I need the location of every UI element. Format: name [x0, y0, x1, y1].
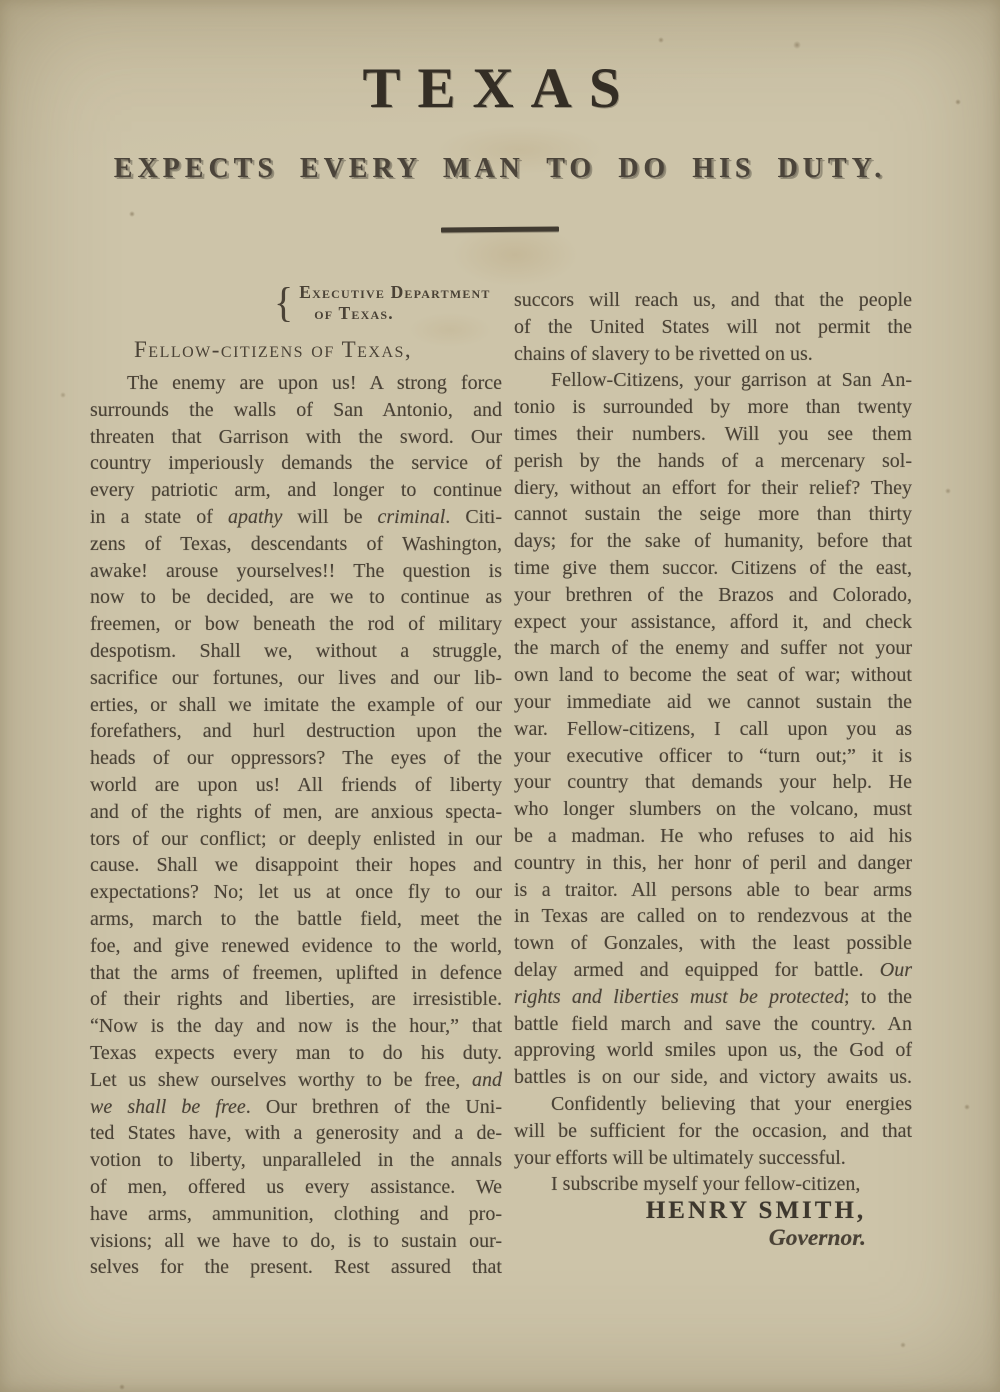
text-line: surrounds the walls of San Antonio, and: [90, 398, 502, 421]
text-line: heads of our oppressors? The eyes of the: [90, 747, 502, 770]
salutation: Fellow-citizens of Texas,: [134, 337, 413, 362]
text-line: in Texas are called on to rendezvous at the: [514, 905, 912, 928]
text-line: rights and liberties must be protected; to the: [514, 985, 913, 1008]
text-line: world are upon us! All friends of liberty: [90, 773, 502, 796]
text-line: foe, and give renewed evidence to the world,: [90, 934, 502, 957]
right-column: [514, 282, 912, 1281]
text-line: have arms, ammunition, clothing and pro-: [90, 1202, 502, 1225]
text-line: Confidently believing that your energies: [551, 1092, 912, 1115]
text-line: that the arms of freemen, uplifted in defence: [90, 961, 502, 984]
text-line: approving world smiles upon us, the God of: [514, 1039, 912, 1062]
text-line: Texas expects every man to do his duty.: [90, 1041, 502, 1064]
text-line: of men, offered us every assistance. We: [90, 1175, 502, 1198]
text-line: now to be decided, are we to continue as: [90, 586, 502, 609]
text-line: erties, or shall we imitate the example of our: [90, 693, 502, 716]
brace-glyph: {: [274, 278, 294, 327]
text-line: I subscribe myself your fellow-citizen,: [551, 1173, 861, 1196]
text-line: we shall be free. Our brethren of the Uni-: [90, 1095, 502, 1118]
text-line: of their rights and liberties, are irresistible.: [90, 988, 502, 1011]
text-line: Fellow-Citizens, your garrison at San An-: [551, 369, 912, 392]
text-line: your immediate aid we cannot sustain the: [514, 690, 912, 713]
text-line: arms, march to the battle field, meet the: [90, 907, 502, 930]
divider-rule: [441, 226, 559, 232]
text-line: country in this, her honr of peril and danger: [514, 851, 912, 874]
text-line: The enemy are upon us! A strong force: [127, 372, 502, 394]
text-line: cannot sustain the seige more than thirty: [514, 503, 912, 526]
text-line: your brethren of the Brazos and Colorado,: [514, 583, 912, 606]
text-line: town of Gonzales, with the least possible: [514, 932, 912, 955]
dateline-line2: of Texas.: [314, 303, 394, 323]
text-line: war. Fellow-citizens, I call upon you as: [514, 717, 912, 740]
left-column: [90, 278, 502, 1281]
text-line: your executive officer to “turn out;” it is: [514, 744, 912, 767]
text-line: cause. Shall we disappoint their hopes and: [90, 854, 502, 877]
text-line: visions; all we have to do, is to sustain our-: [90, 1229, 502, 1252]
text-line: times their numbers. Will you see them: [514, 422, 912, 445]
text-line: Governor.: [768, 1224, 866, 1251]
text-line: votion to liberty, unparalleled in the annals: [90, 1149, 502, 1172]
text-line: be a madman. He who refuses to aid his: [514, 824, 912, 847]
text-line: expect your assistance, afford it, and check: [514, 610, 912, 633]
page-subtitle: EXPECTS EVERY MAN TO DO HIS DUTY.: [113, 153, 887, 184]
text-line: chains of slavery to be rivetted on us.: [514, 342, 813, 365]
text-line: time give them succor. Citizens of the east,: [514, 556, 912, 579]
text-line: battle field march and save the country. An: [514, 1012, 912, 1035]
text-line: and of the rights of men, are anxious specta-: [90, 800, 502, 823]
text-line: country imperiously demands the service of: [90, 452, 502, 475]
dateline-line1: Executive Department: [299, 282, 491, 302]
text-line: tors of our conflict; or deeply enlisted in our: [90, 827, 502, 850]
text-line: diery, without an effort for their relief? They: [514, 476, 912, 499]
dateline: [274, 278, 502, 327]
text-line: days; for the sake of humanity, before that: [514, 530, 912, 553]
text-line: freemen, or bow beneath the rod of military: [90, 613, 502, 636]
text-line: own land to become the seat of war; without: [514, 664, 912, 687]
text-line: HENRY SMITH,: [645, 1197, 867, 1225]
text-line: every patriotic arm, and longer to continue: [90, 479, 502, 502]
text-line: threaten that Garrison with the sword. Our: [90, 425, 502, 448]
text-line: battles is on our side, and victory awaits us.: [514, 1066, 912, 1089]
text-line: tonio is surrounded by more than twenty: [514, 396, 912, 419]
text-line: awake! arouse yourselves!! The question is: [90, 559, 502, 582]
text-line: perish by the hands of a mercenary sol-: [514, 449, 912, 472]
text-line: zens of Texas, descendants of Washington,: [90, 532, 502, 555]
text-line: who longer slumbers on the volcano, must: [514, 798, 912, 821]
page-title: TEXAS: [362, 57, 638, 120]
right-column-text: [514, 287, 912, 1252]
text-line: selves for the present. Rest assured that: [90, 1256, 502, 1279]
text-line: of the United States will not permit the: [514, 315, 912, 338]
dateline-text: [299, 282, 490, 324]
text-line: ted States have, with a generosity and a de-: [90, 1122, 502, 1145]
text-line: despotism. Shall we, without a struggle,: [90, 639, 502, 662]
text-line: the march of the enemy and suffer not your: [514, 637, 912, 660]
text-line: expectations? No; let us at once fly to our: [90, 881, 502, 904]
text-line: Let us shew ourselves worthy to be free, and: [90, 1068, 502, 1091]
text-line: your efforts will be ultimately successful.: [514, 1146, 846, 1169]
text-line: forefathers, and hurl destruction upon the: [90, 720, 502, 743]
text-line: your country that demands your help. He: [514, 771, 912, 794]
text-line: “Now is the day and now is the hour,” that: [90, 1015, 502, 1038]
left-column-text: [90, 370, 502, 1281]
text-line: in a state of apathy will be criminal. Citi-: [90, 505, 502, 528]
text-line: is a traitor. All persons able to bear arms: [514, 878, 912, 901]
two-column-body: [90, 278, 913, 1281]
text-line: succors will reach us, and that the people: [514, 289, 912, 311]
text-line: sacrifice our fortunes, our lives and our lib-: [90, 666, 502, 689]
text-line: delay armed and equipped for battle. Our: [514, 958, 912, 981]
text-line: will be sufficient for the occasion, and that: [514, 1119, 912, 1142]
